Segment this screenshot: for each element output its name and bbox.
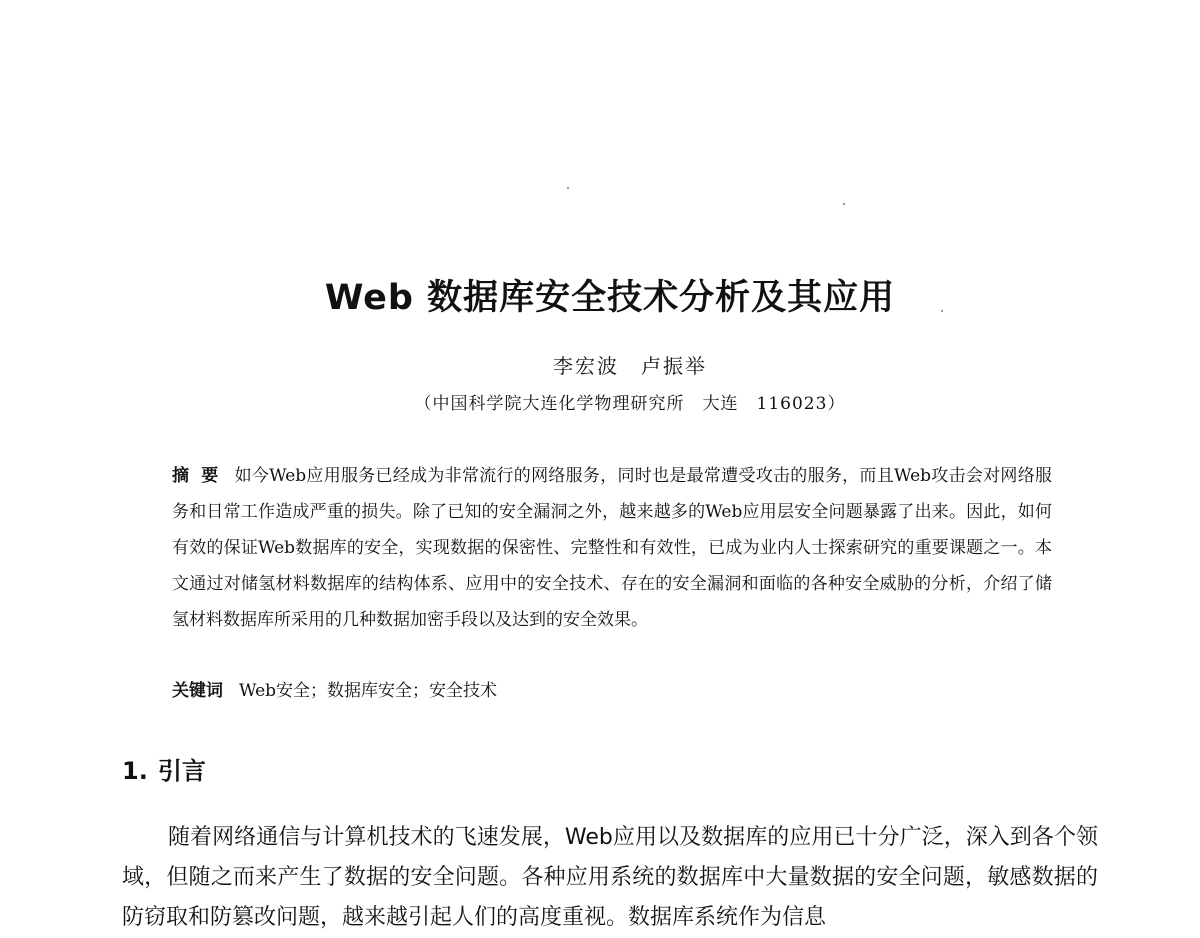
- abstract: [172, 458, 1052, 638]
- abstract-label: 摘要: [172, 466, 231, 486]
- keywords-label: 关键词: [172, 681, 223, 701]
- abstract-text: 如今Web应用服务已经成为非常流行的网络服务，同时也是最常遭受攻击的服务，而且Web攻击会对网络服务和日常工作造成严重的损失。除了已知的安全漏洞之外，越来越多的Web应用层安全问题暴露了出来。因此，如何有效的保证Web数据库的安全，实现数据的保密性、完整性和有效性，已成为业内人士探索研究的重要课题之一。本文通过对储氢材料数据库的结构体系、应用中的安全技术、存在的安全漏洞和面临的各种安全威胁的分析，介绍了储氢材料数据库所采用的几种数据加密手段以及达到的安全效果。: [172, 466, 1052, 630]
- keywords-text: Web安全；数据库安全；安全技术: [239, 681, 498, 701]
- scan-speck: [843, 203, 845, 205]
- affiliation: （中国科学院大连化学物理研究所 大连 116023）: [414, 394, 846, 414]
- scan-speck: [567, 187, 569, 189]
- section-heading: [122, 751, 206, 786]
- authors: 李宏波 卢振举: [553, 354, 707, 378]
- keywords: [172, 676, 1052, 701]
- section-paragraph: 随着网络通信与计算机技术的飞速发展，Web应用以及数据库的应用已十分广泛，深入到各个领域，但随之而来产生了数据的安全问题。各种应用系统的数据库中大量数据的安全问题，敏感数据的防窃取和防篡改问题，越来越引起人们的高度重视。数据库系统作为信息: [122, 825, 1098, 930]
- section-title: 引言: [157, 757, 206, 785]
- paper-title: Web 数据库安全技术分析及其应用: [324, 278, 896, 318]
- section-number: 1.: [122, 757, 148, 785]
